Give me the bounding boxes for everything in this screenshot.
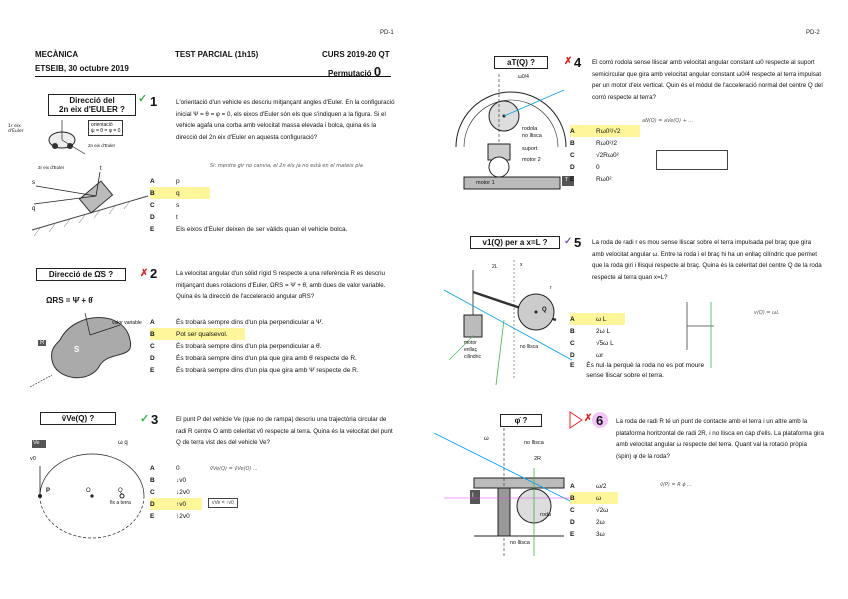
q4-fig-l1: rodola [522,126,538,132]
q3-fig-ve: Ve [33,440,40,446]
q5-option-a[interactable]: A ω L [570,313,625,325]
q6-option-b[interactable]: B ω [570,492,618,504]
q2-option-a[interactable]: A És trobarà sempre dins d'un pla perpendicular a Ψ̇. [150,318,324,326]
axis-label-s: s [32,180,35,186]
axis-label-t: t [100,166,102,172]
q2-option-d[interactable]: D És trobarà sempre dins d'un pla que gira amb θ̇ respecte de R. [150,354,357,362]
q4-options [570,125,810,185]
page-2 [424,0,848,599]
q3-fig-omega: ω q [118,440,128,446]
wheel-icon [52,143,58,149]
q3-option-c[interactable]: C ↓2v0 [150,488,190,496]
q6-figure [434,428,584,558]
q6-fig-i: I [472,493,474,499]
q5-fig-l2: enllaç [464,347,478,353]
permutation-text: Permutació [328,69,372,78]
q1-number: 1 [150,94,158,109]
q2-figure [30,305,145,395]
q1-handwriting: Si: mentre gir no canvia, el 2n eix ja no està en el mateix pla [210,163,363,169]
q6-figure-title: φ̇ ? [500,414,542,427]
ground-ref [30,375,52,387]
q5-figure [444,250,574,390]
q5-fig-l3: cilíndric [464,354,481,360]
q5-text: La roda de radi r es mou sense lliscar sobre el terra impulsada pel braç que gira amb velocitat angular ω. Entre la roda i el braç hi ha un enllaç cilíndric que permet que la roda giri i llisqui respecte al braç. Quina és la celeritat del centre Q de la roda respecte al terra quan x=L? [592,239,822,281]
q4-fig-t: T [565,177,569,183]
q1-fig-label3: ψ = θ = φ = 0 [91,128,121,134]
q5-option-b[interactable]: B 2ω L [570,327,611,335]
q1-figure [30,118,150,238]
q3-fig-q: Q [118,488,123,494]
q6-option-e[interactable]: E 3ω [570,530,605,538]
q1-option-b[interactable]: B q [150,187,210,199]
q6-option-d[interactable]: D 2ω [570,518,605,526]
q1-figure-title [48,94,136,116]
page-number: PD-2 [806,30,820,36]
q6-fig-l4: no llisca [510,540,530,546]
handwritten-line [504,90,564,116]
ramp-hatching [34,201,130,236]
q1-check-mark: ✓ [138,93,148,105]
q5-fig-x: x [520,262,523,268]
q3-fig-fix: fix a terra [110,500,131,506]
q3-number: 3 [151,412,159,427]
wheel-center-q [535,311,538,314]
q5-fig-l4: no llisca [520,344,539,350]
q4-fig-w: ω0/4 [518,74,529,80]
q2-fig-label: valor variable [112,320,142,326]
q2-option-c[interactable]: C És trobarà sempre dins d'un pla perpendicular a θ̇. [150,342,322,350]
q1-fig-label4: 3r eix d'Euler [38,165,65,170]
q5-number: 5 [574,235,582,250]
school-date: ETSEIB, 30 octubre 2019 [35,64,129,73]
q4-figure [444,72,584,200]
axis-label-q: q [32,206,36,212]
q6-fig-l3: roda [540,512,552,518]
q5-fig-l: 2L [492,264,498,270]
q5-check-mark: ✓ [564,236,573,247]
q1-option-e[interactable]: E Els eixos d'Euler deixen de ser vàlids quan el vehicle bolca. [150,225,348,233]
q6-handwriting: v̄(P) = R φ̇ ... [660,482,692,488]
q3-option-b[interactable]: B ↓v0 [150,476,187,484]
point-q [120,494,124,498]
q1-title-line2: 2n eix d'EULER ? [59,105,125,114]
q5-figure-title: v1(Q) per a x=L ? [470,236,560,249]
q5-option-d[interactable]: D ωr [570,351,604,359]
q6-number: 6 [596,413,604,428]
q4-option-e[interactable]: E Rω0² [570,175,612,183]
q3-fig-o: O [86,488,91,494]
q3-options [150,462,390,522]
q1-text: L'orientació d'un vehicle es descriu mitjançant angles d'Euler. En la configuració inicial Ψ = θ = φ = 0, els eixos d'Euler són els que s'indiquen a la figura. Si el vehicle agafa una corba amb velocitat massa elevada i bolca, quina és la direcció del 2n eix d'Euler en aquesta configuració? [176,99,395,141]
permutation-number: 0 [373,64,382,79]
q1-fig-label1: 1r eix d'Euler [8,124,24,134]
q1-option-c[interactable]: C s [150,201,180,209]
center-o [90,494,93,497]
q4-fig-l5: motor 1 [476,180,495,186]
q1-option-d[interactable]: D t [150,213,178,221]
bearing [489,157,509,177]
q4-fig-l4: motor 2 [522,157,541,163]
q3-handwriting-box: vVe = ↑v0 [208,498,238,508]
q4-fig-l2: no llisca [522,133,542,139]
q1-options [150,175,390,235]
motor-block [464,315,482,337]
q3-figure-title: v̄Ve(Q) ? [40,412,116,425]
platform [474,478,564,488]
q5-handwriting: v(Q) = ωL [754,310,780,316]
q6-cross-mark: ✗ [584,413,593,424]
q2-fig-r: R [40,340,45,346]
q1-fig-label5: 2n eix d'Euler [88,143,116,148]
axis-s [36,186,96,196]
q3-fig-v0: v0 [30,456,36,462]
q5-options [570,313,820,383]
rigid-body-s [52,318,131,378]
q3-fig-p: P [46,488,51,494]
q1-orientation-box [88,120,123,136]
q2-fig-s: S [74,345,80,354]
q3-check-mark: ✓ [140,413,150,425]
q4-cross-mark: ✗ [564,56,573,67]
q6-fig-w: ω [484,436,489,442]
q4-option-b[interactable]: B Rω0²/2 [570,139,617,147]
q2-omega-eq: ΩRS = Ψ̇ + θ̇ [46,296,93,305]
header-rule [35,76,391,77]
platform-shaft [498,488,510,536]
q2-option-e[interactable]: E És trobarà sempre dins d'un pla que gira amb Ψ̇ respecte de R. [150,366,359,374]
subject-title: MECÀNICA [35,50,79,59]
q4-option-a[interactable]: A Rω0²/√2 [570,125,640,137]
q6-fig-l2: 2R [534,456,542,462]
circular-path [40,454,144,496]
q6-text: La roda de radi R té un punt de contacte amb el terra i un altre amb la plataforma horitzontal de radi 2R, i no llisca en cap d'ells. La plataforma gira amb velocitat angular ω respecte del terra. Quant val la rotació pròpia (spin) φ̇ de la roda? [616,418,824,460]
q4-option-c[interactable]: C √2Rω0² [570,151,619,159]
q5-fig-q: Q [542,307,547,313]
q5-fig-r: r [550,285,552,291]
q2-cross-mark: ✗ [140,268,149,279]
exam-title: TEST PARCIAL (1h15) [175,50,259,59]
q2-text: La velocitat angular d'un sòlid rígid S respecte a una referència R es descriu mitjançant dues rotacions d'Euler, ΩRS = Ψ̇ + θ̇, amb dues de valor variable. Quina és la direcció de l'acceleració angular α̇RS? [176,270,386,300]
q3-option-e[interactable]: E ↑2v0 [150,512,190,520]
q2-options [150,316,390,376]
page-number: PD-1 [380,30,394,36]
q6-options [570,480,810,540]
q1-fig-label2: orientació [91,122,113,128]
q6-fig-l1: no llisca [524,440,544,446]
q5-fig-l1: motor [464,340,477,346]
q4-number: 4 [574,55,582,70]
q4-fig-l3: suport [522,146,538,152]
q1-option-a[interactable]: A p [150,177,180,185]
course-label: CURS 2019-20 QT [322,50,390,59]
q5-option-c[interactable]: C √5ω L [570,339,614,347]
q3-option-a[interactable]: A 0 [150,464,180,472]
q1-title-line1: Direcció del [69,96,115,105]
q3-option-d[interactable]: D ↑v0 [150,498,202,510]
q3-text: El punt P del vehicle Ve (que no de rampa) descriu una trajectòria circular de radi R centre O amb celeritat v0 respecte al terra. Quina és la velocitat del punt Q de terra vist des del vehicle Ve? [176,416,393,446]
q4-handwriting: aN(Q) = aVe(Q) + ... [642,118,694,124]
q2-number: 2 [150,266,158,281]
q4-option-d[interactable]: D 0 [570,163,600,171]
q2-figure-title: Direcció de Ω̇S ? [36,268,126,281]
q6-option-c[interactable]: C √2ω [570,506,609,514]
q6-option-a[interactable]: A ω/2 [570,482,607,490]
q5-option-e[interactable]: E És nul·la perquè la roda no es pot moure sense lliscar sobre el terra. [570,362,705,379]
q3-handwriting: v̄Ve(Q) = v̄Ve(O) ... [210,466,258,472]
q4-text: El corró rodola sense lliscar amb velocitat angular constant ω0 respecte al suport semicircular que gira amb velocitat angular constant ω0/4 respecte al terra impulsat per un motor d'eix vertical. Quin és el mòdul de l'acceleració normal del centre Q del corró respecte al terra? [592,59,823,101]
q2-option-b[interactable]: B Pot ser qualsevol. [150,328,245,340]
handwritten-line [496,320,504,385]
q4-figure-title: aT(Q) ? [494,56,548,69]
